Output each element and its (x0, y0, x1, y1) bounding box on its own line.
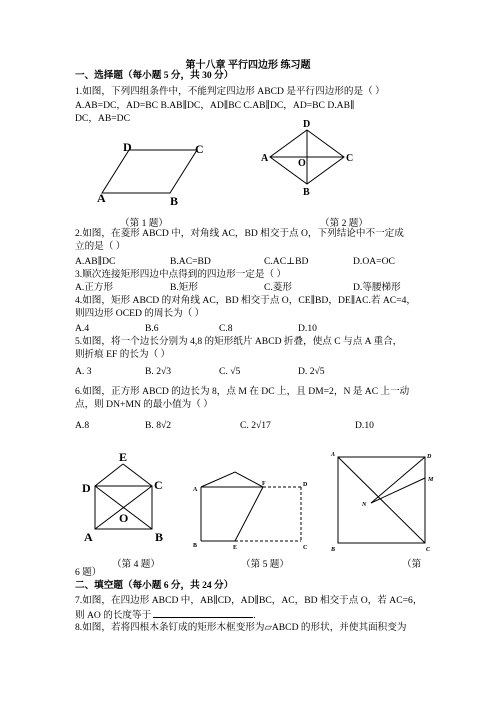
q6-option-c: C. 2√17 (240, 420, 271, 431)
fig6-label-n: N (362, 502, 367, 508)
q4-option-c: C.8 (219, 323, 233, 334)
q3-option-a: A.正方形 (75, 282, 114, 293)
q6-option-a: A.8 (75, 420, 90, 431)
q2-stem-2: 立的是（ ） (75, 241, 126, 252)
q5-option-c: C. √5 (219, 366, 241, 377)
fig2-label-d: D (303, 119, 311, 130)
q6-option-b: B. 8√2 (145, 420, 172, 431)
fig2-caption: （第 2 题） (320, 218, 368, 229)
fig5-label-a: A (193, 487, 198, 493)
fig6-label-b: B (331, 547, 336, 553)
section-1-heading: 一、选择题（每小题 5 分，共 30 分） (75, 70, 234, 81)
q5-stem-2: 则折痕 EF 的长为（ ） (75, 349, 171, 360)
fig6-diagonal-ac (338, 457, 425, 543)
q7-stem-2-text: 则 AO 的长度等于 (75, 610, 152, 621)
fig1-caption: （第 1 题） (120, 218, 168, 229)
fig6-label-c: C (426, 547, 431, 553)
q2-option-d: D.OA=OC (353, 256, 395, 267)
fig6-label-m: M (428, 477, 434, 483)
q1-options: A.AB=DC，AD=BC B.AB∥DC，AD∥BC C.AB∥DC，AD=BC D.AB∥ (75, 100, 355, 111)
q4-stem-1: 4.如图，矩形 ABCD 的对角线 AC，BD 相交于点 O，CE∥BD，DE∥AC.若 AC=4， (75, 295, 417, 306)
fig2-label-b: B (303, 187, 310, 198)
fig5-label-f: F (262, 481, 266, 487)
q7-stem-2 (75, 608, 256, 622)
fig5-label-d: D (303, 482, 308, 488)
q4-option-d: D.10 (298, 323, 317, 334)
fig4-label-o: O (119, 511, 129, 525)
q1-stem: 1.如图，下列四组条件中，不能判定四边形 ABCD 是平行四边形的是（ ） (75, 86, 385, 97)
q3-stem: 3.顺次连接矩形四边中点得到的四边形一定是（ ） (75, 269, 287, 280)
q4-stem-2: 则四边形 OCED 的周长为（ ） (75, 308, 205, 319)
fig6-caption-a: （第 (402, 559, 422, 570)
fig4-label-c: C (154, 478, 163, 492)
fig4-caption: （第 4 题） (112, 559, 160, 570)
q1-options-cont: DC，AB=DC (75, 113, 130, 124)
fig4-label-b: B (155, 530, 164, 544)
q6-stem-2: 点，则 DN+MN 的最小值为（ ） (75, 399, 213, 410)
q4-option-a: A.4 (75, 323, 90, 334)
fig4-label-e: E (119, 450, 128, 464)
q2-stem-1: 2.如图，在菱形 ABCD 中，对角线 AC，BD 相交于点 O，下列结论中不一定成 (75, 228, 404, 239)
fig2-label-o: O (298, 158, 306, 169)
q3-option-c: C.菱形 (264, 282, 292, 293)
fig6-segment-nm (371, 478, 425, 503)
fig2-label-c: C (346, 153, 354, 164)
fig4-label-d: D (82, 481, 91, 495)
section-2-heading: 二、填空题（每小题 6 分，共 24 分） (75, 580, 234, 591)
fig6-label-a: A (331, 452, 336, 458)
fig6-segment-dn (371, 457, 425, 503)
fig5-label-c: C (303, 545, 308, 551)
fig4-label-a: A (84, 530, 93, 544)
q7-stem-2-end: . (253, 610, 256, 621)
fig5-label-b: B (193, 543, 198, 549)
q4-option-b: B.6 (145, 323, 159, 334)
fig1-label-b: B (170, 194, 179, 208)
page-title: 第十八章 平行四边形 练习题 (185, 60, 311, 71)
fig5-label-e: E (233, 545, 238, 551)
q3-option-d: D.等腰梯形 (353, 282, 401, 293)
fig6-label-d: D (427, 454, 432, 460)
q5-stem-1: 5.如图，将一个边长分别为 4,8 的矩形纸片 ABCD 折叠，使点 C 与点 A 重合， (75, 336, 403, 347)
q5-option-b: B. 2√3 (145, 366, 172, 377)
fig1-label-d: D (123, 140, 132, 154)
fig1-label-a: A (97, 191, 106, 205)
fig1-label-c: C (195, 142, 204, 156)
q5-option-a: A. 3 (75, 366, 92, 377)
fig2-label-a: A (261, 153, 269, 164)
q8-stem: 8.如图，若将四根木条钉成的矩形木框变形为▱ABCD 的形状，并使其面积变为 (75, 622, 407, 633)
q5-option-d: D. 2√5 (298, 366, 325, 377)
q7-answer-blank[interactable] (153, 608, 253, 618)
fig5-caption: （第 5 题） (241, 559, 289, 570)
q2-option-a: A.AB∥DC (75, 256, 116, 267)
q2-option-b: B.AC=BD (170, 256, 211, 267)
q6-stem-1: 6.如图，正方形 ABCD 的边长为 8，点 M 在 DC 上，且 DM=2，N 是 AC 上一动 (75, 386, 410, 397)
q7-stem-1: 7.如图，在四边形 ABCD 中，AB∥CD，AD∥BC，AC，BD 相交于点 O，若 AC=6， (75, 595, 423, 606)
fig6-caption-b: 6 题） (75, 567, 102, 578)
q3-option-b: B.矩形 (170, 282, 198, 293)
q6-option-d: D.10 (355, 420, 374, 431)
q2-option-c: C.AC⊥BD (264, 256, 309, 267)
